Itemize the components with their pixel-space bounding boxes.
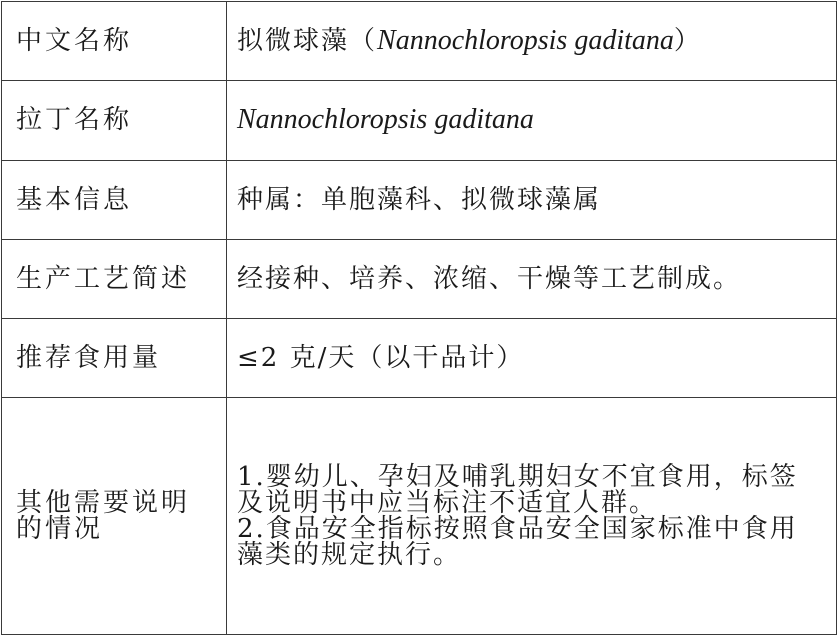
label-process: 生产工艺简述 <box>2 239 227 318</box>
note-2-line2: 藻类的规定执行。 <box>237 540 462 571</box>
label-other-notes-line1: 其他需要说明 <box>16 488 191 519</box>
label-recommended-intake: 推荐食用量 <box>2 319 227 398</box>
value-latin-name-text: Nannochloropsis gaditana <box>237 104 534 136</box>
label-latin-name: 拉丁名称 <box>2 81 227 160</box>
value-recommended-intake: ≤2 克/天（以干品计） <box>227 319 837 398</box>
value-process: 经接种、培养、浓缩、干燥等工艺制成。 <box>227 239 837 318</box>
table-row-other-notes <box>2 398 837 635</box>
note-1-line2: 及说明书中应当标注不适宜人群。 <box>237 488 658 519</box>
table-row-process <box>2 239 837 318</box>
table-row-recommended-intake <box>2 319 837 398</box>
value-chinese-name-cn: 拟微球藻（ <box>237 26 378 57</box>
value-basic-info: 种属：单胞藻科、拟微球藻属 <box>227 160 837 239</box>
value-latin-name <box>227 81 837 160</box>
value-other-notes <box>227 398 837 635</box>
value-chinese-name <box>227 2 837 81</box>
info-table <box>1 1 837 635</box>
note-1-line1: 1.婴幼儿、孕妇及哺乳期妇女不宜食用，标签 <box>237 462 798 493</box>
value-chinese-name-close: ） <box>673 26 702 57</box>
value-chinese-name-latin: Nannochloropsis gaditana <box>377 25 674 57</box>
table-row-latin-name <box>2 81 837 160</box>
label-chinese-name: 中文名称 <box>2 2 227 81</box>
table-row-basic-info <box>2 160 837 239</box>
note-2-line1: 2.食品安全指标按照食品安全国家标准中食用 <box>237 514 798 545</box>
label-other-notes <box>2 398 227 635</box>
label-other-notes-line2: 的情况 <box>16 514 104 545</box>
label-basic-info: 基本信息 <box>2 160 227 239</box>
table-row-chinese-name <box>2 2 837 81</box>
